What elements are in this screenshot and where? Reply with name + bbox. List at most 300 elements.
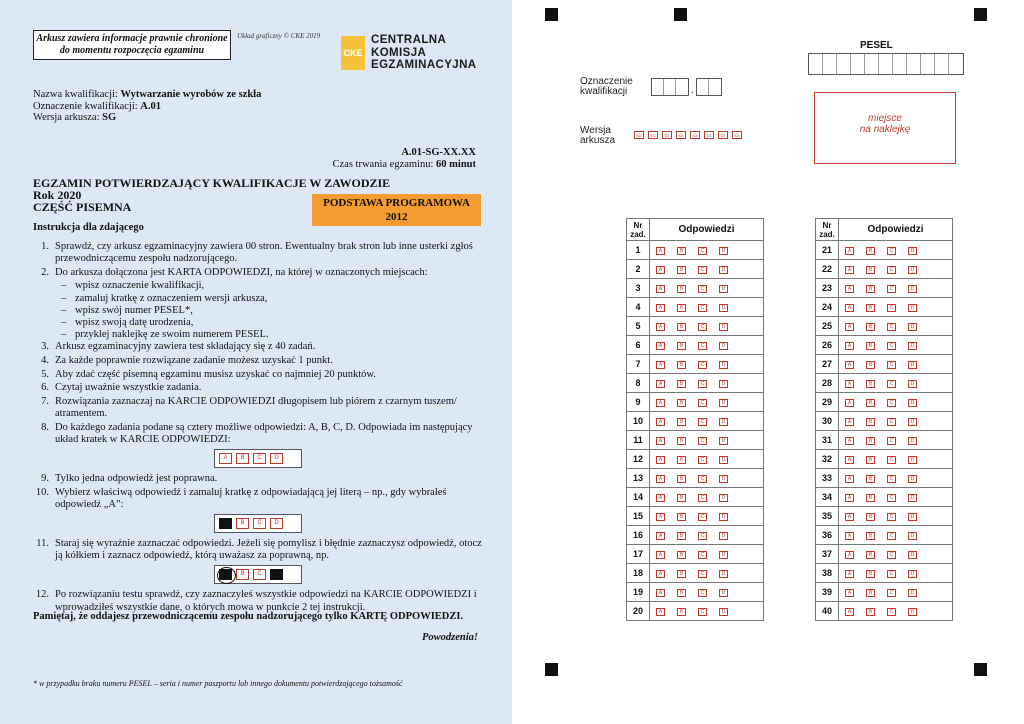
- item-text: Staraj się wyraźnie zaznaczać odpowiedzi. Jeżeli się pomylisz i błędnie zaznaczysz odpowiedź, otocz ją kółkiem i zaznacz odpowiedź, którą uważasz za poprawną, np.: [55, 537, 482, 562]
- meta-label: Wersja arkusza:: [33, 112, 103, 123]
- table-row: [627, 488, 764, 507]
- qualification-label: Oznaczenie kwalifikacji: [580, 76, 633, 97]
- answer-option[interactable]: A: [656, 437, 665, 445]
- answer-option[interactable]: C: [698, 494, 707, 502]
- answer-option[interactable]: B: [677, 285, 686, 293]
- answer-option[interactable]: D: [719, 494, 728, 502]
- answer-option[interactable]: B: [866, 456, 875, 464]
- logo-line: EGZAMINACYJNA: [371, 59, 477, 71]
- sub-text: zamaluj kratkę z oznaczeniem wersji arkusza,: [75, 292, 268, 304]
- sub-text: wpisz swoją datę urodzenia,: [75, 317, 194, 328]
- answer-options: [650, 374, 764, 393]
- answer-option[interactable]: D: [719, 285, 728, 293]
- answer-option[interactable]: A: [656, 589, 665, 597]
- table-row: [627, 431, 764, 450]
- answer-option[interactable]: A: [845, 361, 854, 369]
- answer-option[interactable]: D: [908, 247, 917, 255]
- answer-options: [650, 412, 764, 431]
- question-number: 25: [816, 317, 839, 336]
- question-number: 16: [627, 526, 650, 545]
- question-number: 13: [627, 469, 650, 488]
- answer-option[interactable]: D: [908, 513, 917, 521]
- answer-option[interactable]: C: [887, 494, 896, 502]
- answer-option[interactable]: D: [719, 304, 728, 312]
- answer-options: [650, 469, 764, 488]
- list-item: [33, 473, 483, 485]
- duration-label: Czas trwania egzaminu:: [332, 158, 437, 170]
- answer-box: D: [270, 518, 283, 529]
- answer-option[interactable]: A: [845, 323, 854, 331]
- answer-option[interactable]: B: [866, 437, 875, 445]
- answer-options: [839, 507, 953, 526]
- answer-option[interactable]: A: [656, 247, 665, 255]
- table-row: [816, 469, 953, 488]
- duration-value: 60 minut: [436, 158, 476, 170]
- answer-option[interactable]: A: [845, 380, 854, 388]
- answer-option[interactable]: A: [656, 323, 665, 331]
- item-text: Rozwiązania zaznaczaj na KARCIE ODPOWIEDZI długopisem lub piórem z czarnym tuszem/ atramentem.: [55, 395, 457, 419]
- answer-box: C: [253, 569, 266, 580]
- question-number: 28: [816, 374, 839, 393]
- list-item: [33, 241, 483, 265]
- table-row: [816, 412, 953, 431]
- item-number: 3.: [41, 341, 49, 353]
- answer-option[interactable]: B: [677, 475, 686, 483]
- answer-option[interactable]: D: [719, 266, 728, 274]
- answer-option[interactable]: A: [845, 437, 854, 445]
- answer-option[interactable]: A: [656, 418, 665, 426]
- answer-option[interactable]: D: [908, 532, 917, 540]
- answer-option[interactable]: D: [908, 437, 917, 445]
- answer-options: [650, 450, 764, 469]
- answer-options: [839, 488, 953, 507]
- answer-option[interactable]: D: [908, 323, 917, 331]
- answer-options: [650, 526, 764, 545]
- table-row: [816, 602, 953, 621]
- curriculum-year: 2012: [385, 211, 408, 223]
- answer-option[interactable]: C: [887, 608, 896, 616]
- answer-option[interactable]: D: [719, 532, 728, 540]
- answer-option[interactable]: C: [887, 570, 896, 578]
- question-number: 3: [627, 279, 650, 298]
- question-number: 34: [816, 488, 839, 507]
- item-number: 10.: [35, 486, 49, 498]
- question-number: 1: [627, 241, 650, 260]
- logo-mark-icon: CKE: [341, 36, 365, 70]
- answer-option[interactable]: A: [845, 342, 854, 350]
- answer-option[interactable]: B: [866, 494, 875, 502]
- answer-option[interactable]: B: [677, 266, 686, 274]
- sub-item: [61, 317, 483, 329]
- answer-option[interactable]: D: [908, 285, 917, 293]
- cke-logo: [341, 34, 477, 72]
- question-number: 21: [816, 241, 839, 260]
- answer-option[interactable]: B: [866, 380, 875, 388]
- question-number: 11: [627, 431, 650, 450]
- dash: –: [61, 292, 67, 304]
- table-row: [627, 374, 764, 393]
- answer-option[interactable]: C: [698, 475, 707, 483]
- item-text: Za każde poprawnie rozwiązane zadanie możesz uzyskać 1 punkt.: [55, 355, 333, 366]
- sub-text: wpisz swój numer PESEL*,: [75, 304, 193, 316]
- answer-option[interactable]: C: [887, 266, 896, 274]
- answer-layout-example: [214, 449, 302, 468]
- list-item: [33, 369, 483, 381]
- answer-option[interactable]: C: [887, 532, 896, 540]
- answer-option[interactable]: B: [866, 304, 875, 312]
- answer-option[interactable]: D: [908, 589, 917, 597]
- answer-option[interactable]: C: [698, 418, 707, 426]
- answer-option[interactable]: C: [698, 247, 707, 255]
- answer-option[interactable]: D: [719, 437, 728, 445]
- answer-option[interactable]: B: [866, 608, 875, 616]
- item-text: Aby zdać część pisemną egzaminu musisz uzyskać co najmniej 20 punktów.: [55, 368, 376, 380]
- sub-item: [61, 329, 483, 341]
- answer-option[interactable]: C: [698, 456, 707, 464]
- item-number: 11.: [36, 537, 49, 549]
- answer-option[interactable]: D: [719, 361, 728, 369]
- answer-option[interactable]: A: [845, 475, 854, 483]
- answer-option[interactable]: A: [656, 532, 665, 540]
- answer-option[interactable]: A: [845, 418, 854, 426]
- question-number: 30: [816, 412, 839, 431]
- answer-option[interactable]: C: [698, 342, 707, 350]
- table-row: [627, 507, 764, 526]
- table-row: [816, 374, 953, 393]
- answer-option[interactable]: B: [677, 380, 686, 388]
- answer-options: [650, 583, 764, 602]
- item-text: Wybierz właściwą odpowiedź i zamaluj kratkę z odpowiadającą jej literą – np., gdy wybrałeś odpowiedź „A”:: [55, 486, 447, 510]
- version-box[interactable]: XX: [718, 131, 728, 139]
- answer-option[interactable]: C: [698, 608, 707, 616]
- answer-option[interactable]: B: [677, 247, 686, 255]
- answer-option[interactable]: D: [719, 608, 728, 616]
- answer-option[interactable]: C: [887, 513, 896, 521]
- answer-option[interactable]: A: [845, 589, 854, 597]
- answer-option[interactable]: D: [908, 266, 917, 274]
- answer-option[interactable]: C: [887, 399, 896, 407]
- answer-option[interactable]: A: [845, 285, 854, 293]
- answer-option[interactable]: B: [677, 589, 686, 597]
- table-row: [816, 507, 953, 526]
- title-part: CZĘŚĆ PISEMNA: [33, 200, 132, 214]
- answer-options: [839, 298, 953, 317]
- meta-label: Oznaczenie kwalifikacji:: [33, 100, 141, 112]
- question-number: 7: [627, 355, 650, 374]
- answer-options: [650, 241, 764, 260]
- answer-option[interactable]: C: [887, 285, 896, 293]
- sheet-version: SG: [102, 112, 117, 123]
- sub-item: [61, 305, 483, 317]
- table-row: [816, 317, 953, 336]
- table-row: [816, 279, 953, 298]
- answer-options: [839, 564, 953, 583]
- question-number: 35: [816, 507, 839, 526]
- answer-option[interactable]: C: [698, 361, 707, 369]
- question-number: 10: [627, 412, 650, 431]
- answer-option[interactable]: B: [866, 361, 875, 369]
- answer-option[interactable]: C: [887, 342, 896, 350]
- item-text: Arkusz egzaminacyjny zawiera test składający się z 40 zadań.: [55, 341, 316, 353]
- answer-option[interactable]: D: [908, 570, 917, 578]
- nr-header: Nr zad.: [627, 219, 650, 241]
- answer-option[interactable]: C: [887, 437, 896, 445]
- table-row: [627, 526, 764, 545]
- answer-option[interactable]: C: [887, 304, 896, 312]
- answer-option[interactable]: D: [908, 380, 917, 388]
- table-row: [816, 583, 953, 602]
- answer-box: C: [253, 518, 266, 529]
- table-row: [627, 545, 764, 564]
- version-box[interactable]: XG: [648, 131, 658, 139]
- sub-text: wpisz oznaczenie kwalifikacji,: [75, 280, 205, 292]
- answer-option[interactable]: D: [908, 456, 917, 464]
- question-number: 24: [816, 298, 839, 317]
- answer-option[interactable]: A: [656, 494, 665, 502]
- answer-option[interactable]: A: [845, 570, 854, 578]
- answer-option[interactable]: A: [656, 285, 665, 293]
- answer-option[interactable]: A: [656, 456, 665, 464]
- logo-line: CENTRALNA: [371, 34, 447, 46]
- answer-option[interactable]: B: [677, 399, 686, 407]
- answer-option[interactable]: D: [908, 399, 917, 407]
- answer-option[interactable]: C: [698, 399, 707, 407]
- answers-header: Odpowiedzi: [839, 219, 953, 241]
- answer-option[interactable]: A: [656, 570, 665, 578]
- answer-option[interactable]: B: [677, 513, 686, 521]
- list-item: [33, 487, 483, 511]
- answer-options: [839, 393, 953, 412]
- pesel-label: PESEL: [860, 40, 893, 51]
- answer-option[interactable]: B: [677, 608, 686, 616]
- pesel-input-boxes[interactable]: [808, 53, 964, 75]
- answer-option[interactable]: A: [656, 304, 665, 312]
- version-boxes[interactable]: [634, 131, 742, 139]
- version-label: Wersja arkusza: [580, 125, 616, 146]
- question-number: 22: [816, 260, 839, 279]
- answer-option[interactable]: C: [698, 589, 707, 597]
- answer-option[interactable]: A: [656, 551, 665, 559]
- answer-option[interactable]: A: [656, 361, 665, 369]
- answer-option[interactable]: C: [698, 532, 707, 540]
- answer-option[interactable]: D: [719, 570, 728, 578]
- answer-option[interactable]: A: [656, 513, 665, 521]
- answer-option[interactable]: C: [887, 589, 896, 597]
- answer-option[interactable]: D: [719, 513, 728, 521]
- answer-option[interactable]: A: [845, 266, 854, 274]
- version-box[interactable]: XX: [662, 131, 672, 139]
- dash: –: [61, 280, 67, 292]
- answer-option[interactable]: B: [677, 494, 686, 502]
- table-row: [627, 298, 764, 317]
- sub-item: [61, 280, 483, 292]
- answer-option[interactable]: A: [656, 342, 665, 350]
- answer-option[interactable]: C: [887, 361, 896, 369]
- answer-option[interactable]: B: [866, 532, 875, 540]
- version-box[interactable]: XX: [704, 131, 714, 139]
- answer-option[interactable]: D: [719, 456, 728, 464]
- answer-option[interactable]: B: [677, 361, 686, 369]
- answer-option[interactable]: B: [866, 418, 875, 426]
- answer-option[interactable]: B: [677, 456, 686, 464]
- list-item: [33, 341, 483, 353]
- answer-option[interactable]: B: [677, 342, 686, 350]
- answer-option[interactable]: A: [656, 266, 665, 274]
- question-number: 32: [816, 450, 839, 469]
- answer-option[interactable]: B: [866, 589, 875, 597]
- answer-option[interactable]: B: [866, 342, 875, 350]
- answer-option[interactable]: C: [698, 570, 707, 578]
- version-box[interactable]: XX: [732, 131, 742, 139]
- answer-option[interactable]: D: [719, 475, 728, 483]
- answer-option[interactable]: C: [887, 475, 896, 483]
- version-box[interactable]: XX: [676, 131, 686, 139]
- version-box[interactable]: SG: [634, 131, 644, 139]
- answer-option[interactable]: C: [698, 323, 707, 331]
- answer-option[interactable]: B: [866, 266, 875, 274]
- answer-option[interactable]: D: [908, 342, 917, 350]
- answer-option[interactable]: C: [887, 551, 896, 559]
- answer-option[interactable]: B: [677, 551, 686, 559]
- answer-option[interactable]: B: [866, 551, 875, 559]
- question-number: 2: [627, 260, 650, 279]
- answer-option[interactable]: D: [719, 380, 728, 388]
- answer-option[interactable]: A: [656, 608, 665, 616]
- answer-option[interactable]: C: [887, 456, 896, 464]
- answer-option[interactable]: A: [845, 399, 854, 407]
- dash: –: [61, 329, 67, 341]
- legal-notice-box: Arkusz zawiera informacje prawnie chronione do momentu rozpoczęcia egzaminu: [33, 30, 231, 60]
- answer-option[interactable]: D: [908, 551, 917, 559]
- answer-option[interactable]: A: [845, 551, 854, 559]
- answer-option[interactable]: B: [677, 532, 686, 540]
- answer-option[interactable]: D: [719, 247, 728, 255]
- answer-options: [839, 602, 953, 621]
- answer-options: [839, 412, 953, 431]
- answer-option[interactable]: A: [845, 513, 854, 521]
- answer-options: [839, 545, 953, 564]
- exam-code-block: [333, 147, 476, 170]
- answer-options: [839, 469, 953, 488]
- answer-option[interactable]: C: [698, 266, 707, 274]
- answer-option[interactable]: D: [719, 342, 728, 350]
- table-row: [816, 526, 953, 545]
- answer-option[interactable]: C: [887, 323, 896, 331]
- table-row: [816, 545, 953, 564]
- answer-option[interactable]: D: [908, 418, 917, 426]
- table-row: [627, 355, 764, 374]
- question-number: 8: [627, 374, 650, 393]
- answer-option[interactable]: D: [908, 361, 917, 369]
- answer-option[interactable]: D: [908, 475, 917, 483]
- answer-options: [650, 564, 764, 583]
- answer-option[interactable]: D: [719, 399, 728, 407]
- table-row: [816, 355, 953, 374]
- answer-option[interactable]: D: [908, 494, 917, 502]
- answer-option[interactable]: A: [845, 304, 854, 312]
- answer-option[interactable]: A: [656, 380, 665, 388]
- question-number: 6: [627, 336, 650, 355]
- table-row: [627, 393, 764, 412]
- answer-option[interactable]: B: [866, 247, 875, 255]
- logo-line: KOMISJA: [371, 46, 427, 59]
- table-row: [627, 583, 764, 602]
- question-number: 23: [816, 279, 839, 298]
- circled-box: [219, 569, 232, 580]
- answer-option[interactable]: A: [845, 456, 854, 464]
- dash: –: [61, 304, 67, 316]
- answer-option[interactable]: A: [656, 399, 665, 407]
- answer-box: A: [219, 453, 232, 464]
- answer-box: B: [236, 569, 249, 580]
- answer-option[interactable]: B: [866, 285, 875, 293]
- title-year: Rok 2020: [33, 188, 82, 202]
- version-box[interactable]: XX: [690, 131, 700, 139]
- answer-option[interactable]: C: [698, 304, 707, 312]
- table-row: [816, 450, 953, 469]
- item-number: 5.: [41, 368, 49, 380]
- question-number: 40: [816, 602, 839, 621]
- answer-option[interactable]: C: [698, 437, 707, 445]
- answer-option[interactable]: D: [719, 418, 728, 426]
- item-text: Do każdego zadania podane są cztery możliwe odpowiedzi: A, B, C, D. Odpowiada im następujący układ kratek w KARCIE ODPOWIEDZI:: [55, 421, 473, 445]
- table-row: [816, 393, 953, 412]
- answer-option[interactable]: C: [698, 285, 707, 293]
- answer-options: [650, 317, 764, 336]
- question-number: 18: [627, 564, 650, 583]
- answer-option[interactable]: B: [866, 513, 875, 521]
- answer-option[interactable]: A: [845, 532, 854, 540]
- answer-option[interactable]: A: [845, 608, 854, 616]
- answer-options: [650, 298, 764, 317]
- answer-option[interactable]: B: [677, 304, 686, 312]
- item-text: Do arkusza dołączona jest KARTA ODPOWIEDZI, na której w oznaczonych miejscach:: [55, 266, 428, 278]
- table-row: [627, 564, 764, 583]
- answer-option[interactable]: D: [908, 304, 917, 312]
- answer-option[interactable]: D: [908, 608, 917, 616]
- answer-option[interactable]: B: [677, 437, 686, 445]
- answer-option[interactable]: A: [845, 247, 854, 255]
- answer-option[interactable]: D: [719, 323, 728, 331]
- table-row: [627, 279, 764, 298]
- answer-option[interactable]: C: [698, 513, 707, 521]
- answer-option[interactable]: D: [719, 551, 728, 559]
- answer-option[interactable]: C: [887, 418, 896, 426]
- answer-option[interactable]: B: [866, 323, 875, 331]
- answer-option[interactable]: C: [887, 380, 896, 388]
- answer-option[interactable]: B: [866, 475, 875, 483]
- logo-text: [371, 34, 477, 72]
- qualification-code: A.01: [140, 100, 161, 112]
- answer-option[interactable]: B: [677, 570, 686, 578]
- answer-box: D: [270, 453, 283, 464]
- answer-option[interactable]: D: [719, 589, 728, 597]
- answer-option[interactable]: B: [866, 399, 875, 407]
- qualification-code-boxes[interactable]: .: [651, 78, 722, 96]
- answer-option[interactable]: B: [677, 323, 686, 331]
- answer-option[interactable]: A: [845, 494, 854, 502]
- answer-option[interactable]: C: [887, 247, 896, 255]
- answer-option[interactable]: C: [698, 380, 707, 388]
- item-number: 12.: [35, 589, 49, 601]
- table-row: [627, 469, 764, 488]
- answer-option[interactable]: B: [866, 570, 875, 578]
- question-number: 4: [627, 298, 650, 317]
- answer-option[interactable]: C: [698, 551, 707, 559]
- answer-option[interactable]: A: [656, 475, 665, 483]
- answer-option[interactable]: B: [677, 418, 686, 426]
- curriculum-label: PODSTAWA PROGRAMOWA: [323, 197, 470, 209]
